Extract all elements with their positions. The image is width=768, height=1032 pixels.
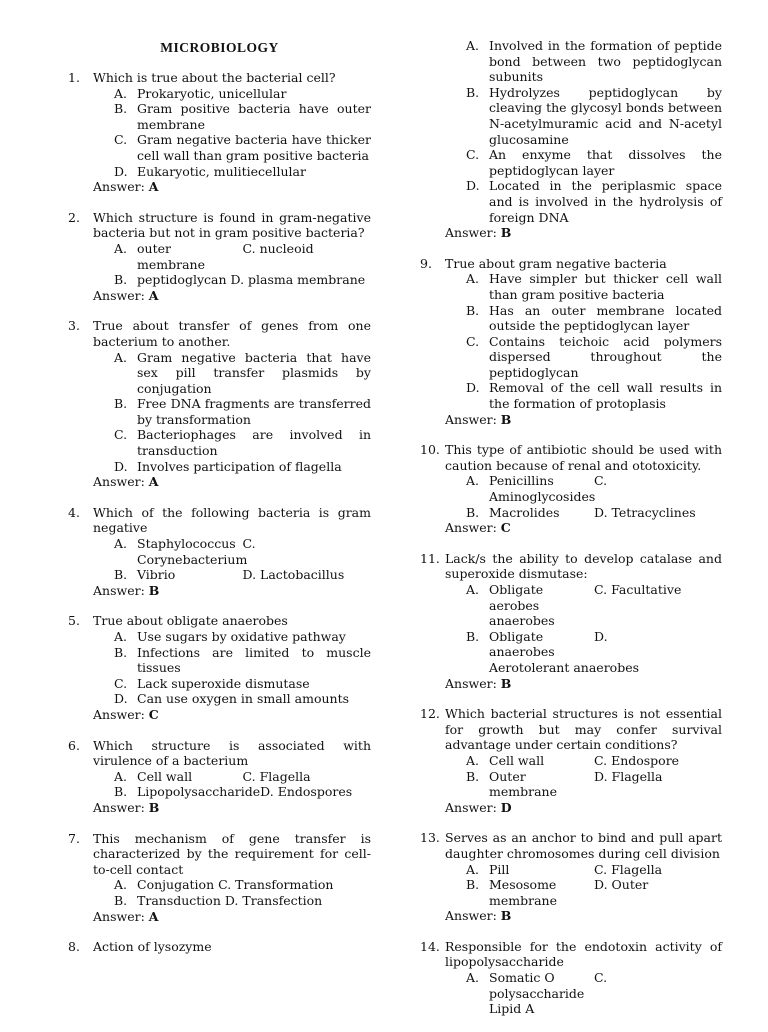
option-text: Staphylococcus <box>137 536 236 552</box>
answer-value: B <box>500 908 512 924</box>
option-row <box>466 877 722 893</box>
question <box>420 442 722 536</box>
option-letter: D. <box>114 458 128 474</box>
option-text: C. Flagella <box>594 861 663 877</box>
option-text: C. Endospore <box>594 752 680 768</box>
option-letter: B. <box>466 504 480 520</box>
question-number: 1. <box>68 70 80 85</box>
option <box>260 784 371 800</box>
question-text: This mechanism of gene transfer is characterized by the requirement for cell-to-cell contact <box>93 830 371 877</box>
option <box>114 241 243 272</box>
question-number: 2. <box>68 209 80 225</box>
option <box>114 769 243 785</box>
option-letter: A. <box>114 85 128 101</box>
option <box>466 613 722 629</box>
option <box>114 645 371 676</box>
option-text: Gram negative bacteria that have sex pill transfer plasmids by conjugation <box>137 349 371 396</box>
option-letter: C. <box>114 675 128 691</box>
option-text: membrane <box>489 892 557 908</box>
answer-value: D <box>500 799 512 815</box>
option-letter: B. <box>114 892 128 908</box>
question-stem <box>68 738 371 769</box>
answer-label: Answer: <box>445 908 501 924</box>
question-number: 10. <box>420 442 440 458</box>
question-stem <box>420 442 722 473</box>
option-text: outer membrane <box>137 240 205 272</box>
option-text: Obligate anaerobes <box>489 628 555 660</box>
option-row <box>114 769 371 785</box>
option-indent <box>466 613 489 629</box>
option <box>466 877 594 893</box>
question-list-left <box>68 70 371 955</box>
option-text: Lipopolysaccharide <box>137 784 261 800</box>
option-letter: C. <box>466 147 480 163</box>
option <box>114 164 371 180</box>
option-text: C. Flagella <box>242 768 311 784</box>
option-text: Pill <box>489 861 510 877</box>
option <box>594 769 722 800</box>
question-number: 9. <box>420 255 432 271</box>
question-number: 12. <box>420 706 440 722</box>
option <box>594 877 722 893</box>
options <box>114 629 371 707</box>
option-letter: C. <box>114 427 128 443</box>
option <box>466 38 722 85</box>
question-stem <box>68 70 371 86</box>
option <box>466 629 594 660</box>
option-text: Lipid A <box>489 1001 535 1017</box>
option-row <box>466 582 722 613</box>
question-number: 13. <box>420 830 440 846</box>
question-stem <box>420 706 722 753</box>
option-text: C. <box>594 473 608 489</box>
option <box>594 629 722 660</box>
question-text: Which of the following bacteria is gram negative <box>93 504 371 536</box>
option-letter: A. <box>466 861 480 877</box>
answer-line <box>93 800 371 816</box>
question-stem <box>68 505 371 536</box>
option-letter: A. <box>114 877 128 893</box>
answer-value: A <box>148 474 159 490</box>
option-text: Aminoglycosides <box>489 489 596 505</box>
option-letter: B. <box>466 628 480 644</box>
option-indent <box>466 893 489 909</box>
option <box>114 459 371 475</box>
option-text: Infections are limited to muscle tissues <box>137 644 371 676</box>
option-text: Aerotolerant anaerobes <box>489 659 640 675</box>
option-letter: B. <box>466 768 480 784</box>
option-text: Macrolides <box>489 504 560 520</box>
options <box>114 86 371 180</box>
question-stem <box>68 613 371 629</box>
option-text: Free DNA fragments are transferred by transformation <box>137 396 371 427</box>
question <box>68 831 371 925</box>
option-letter: A. <box>466 582 480 597</box>
option-text: Lack superoxide dismutase <box>137 675 310 691</box>
answer-label: Answer: <box>93 474 149 490</box>
answer-value: B <box>148 799 160 815</box>
question <box>68 70 371 195</box>
option-row <box>466 769 722 800</box>
option-text: Can use oxygen in small amounts <box>137 691 350 707</box>
option <box>594 970 722 1001</box>
question-text: True about obligate anaerobes <box>93 613 288 629</box>
option <box>243 241 372 272</box>
option <box>594 473 722 489</box>
option <box>243 536 372 552</box>
answer-line <box>445 800 722 816</box>
answer-label: Answer: <box>93 287 149 303</box>
option-text: C. <box>242 536 256 552</box>
answer-label: Answer: <box>445 225 501 241</box>
answer-value: A <box>148 908 159 924</box>
option-text: Corynebacterium <box>137 551 248 567</box>
option <box>114 784 260 800</box>
question-stem <box>420 830 722 861</box>
option-text: Prokaryotic, unicellular <box>137 85 287 101</box>
option <box>466 147 722 178</box>
question-stem <box>68 939 371 955</box>
option <box>466 582 594 613</box>
option-text: D. Flagella <box>594 768 663 784</box>
option-text: D. <box>594 628 608 644</box>
option <box>594 753 722 769</box>
option <box>114 86 371 102</box>
answer-line <box>93 707 371 723</box>
option-text: Gram positive bacteria have outer membrane <box>137 101 371 132</box>
option-row <box>466 489 722 505</box>
option-text: Eukaryotic, mulitiecellular <box>137 163 306 179</box>
option-row <box>114 552 371 568</box>
answer-line <box>93 179 371 195</box>
option-text: Obligate aerobes <box>489 582 544 613</box>
option-indent <box>114 552 137 568</box>
option <box>466 970 594 1001</box>
question-stem <box>420 256 722 272</box>
option-text: Use sugars by oxidative pathway <box>137 629 346 644</box>
option-text: Has an outer membrane located outside the peptidoglycan layer <box>489 302 722 334</box>
question-number: 5. <box>68 613 80 629</box>
option-row <box>114 784 371 800</box>
options <box>466 271 722 411</box>
answer-value: B <box>148 582 160 598</box>
option <box>466 753 594 769</box>
question-text: Serves as an anchor to bind and pull apart daughter chromosomes during cell division <box>445 830 722 861</box>
question-number: 8. <box>68 939 80 955</box>
question <box>420 551 722 691</box>
answer-line <box>445 676 722 692</box>
option <box>466 769 594 800</box>
option-letter: D. <box>466 178 480 194</box>
option <box>114 536 243 552</box>
question-text: Which structure is associated with virulence of a bacterium <box>93 737 371 769</box>
question-number: 6. <box>68 737 80 753</box>
option-letter: D. <box>114 691 128 707</box>
option <box>114 132 371 163</box>
question <box>420 706 722 815</box>
answer-value: C <box>500 520 511 536</box>
option-letter: B. <box>466 302 480 318</box>
question <box>68 613 371 722</box>
question-text: Which bacterial structures is not essential for growth but may confer survival advantage under certain conditions? <box>445 706 722 753</box>
option-text: Involves participation of flagella <box>137 458 342 474</box>
option-text: Outer membrane <box>489 768 557 800</box>
option-row <box>466 613 722 629</box>
option-text: Involved in the formation of peptide bond between two peptidoglycan subunits <box>489 38 722 85</box>
question-text: Lack/s the ability to develop catalase and superoxide dismutase: <box>445 550 722 582</box>
option-text: D. Outer <box>594 877 649 893</box>
question-number: 3. <box>68 318 80 334</box>
option-letter: A. <box>114 629 128 644</box>
option <box>466 505 594 521</box>
option <box>114 877 371 893</box>
question-text: Responsible for the endotoxin activity of lipopolysaccharide <box>445 938 722 970</box>
option <box>466 380 722 411</box>
option-text: Transduction D. Transfection <box>137 892 323 908</box>
question <box>420 830 722 924</box>
question-list-right <box>420 256 722 1017</box>
option-indent <box>466 489 489 505</box>
question-number: 4. <box>68 504 80 520</box>
right-column <box>420 38 722 1032</box>
option-letter: D. <box>114 163 128 179</box>
option-text: Have simpler but thicker cell wall than gram positive bacteria <box>489 271 722 302</box>
option-text: Gram negative bacteria have thicker cell wall than gram positive bacteria <box>137 132 371 163</box>
question-stem <box>420 939 722 970</box>
question-text: Which is true about the bacterial cell? <box>93 70 336 85</box>
option-letter: B. <box>114 784 128 800</box>
option-text: anaerobes <box>489 613 555 629</box>
question-text: This type of antibiotic should be used with caution because of renal and ototoxicity. <box>445 442 722 473</box>
option-indent <box>466 660 489 676</box>
option-row <box>466 660 722 676</box>
option <box>114 629 371 645</box>
option-row <box>466 862 722 878</box>
answer-line <box>93 909 371 925</box>
question-text: True about transfer of genes from one bacterium to another. <box>93 318 371 349</box>
option-letter: B. <box>114 101 128 117</box>
option-row <box>466 629 722 660</box>
question-text: Which structure is found in gram-negative bacteria but not in gram positive bacteria? <box>93 209 371 241</box>
option-indent <box>466 1001 489 1017</box>
option <box>114 427 371 458</box>
option-row <box>114 536 371 552</box>
answer-line <box>93 474 371 490</box>
answer-label: Answer: <box>93 908 149 924</box>
option <box>466 178 722 225</box>
question <box>68 210 371 304</box>
option <box>466 271 722 302</box>
option <box>594 862 722 878</box>
question <box>68 318 371 490</box>
options <box>114 350 371 475</box>
option-row <box>114 567 371 583</box>
answer-label: Answer: <box>93 179 149 195</box>
question <box>68 505 371 599</box>
answer-line <box>445 908 722 924</box>
left-column <box>68 38 371 970</box>
page-title: MICROBIOLOGY <box>160 40 279 55</box>
option <box>466 85 722 147</box>
answer-label: Answer: <box>445 520 501 536</box>
option-text: An enxyme that dissolves the peptidoglycan layer <box>489 147 722 178</box>
option-row <box>114 241 371 272</box>
option <box>114 691 371 707</box>
answer-label: Answer: <box>445 799 501 815</box>
option <box>114 101 371 132</box>
options <box>466 38 722 225</box>
option <box>466 1001 722 1017</box>
question <box>68 738 371 816</box>
option <box>594 582 722 613</box>
question-number: 11. <box>420 550 440 566</box>
option <box>243 567 372 583</box>
option-text: C. <box>594 970 608 986</box>
option-text: Contains teichoic acid polymers dispersed throughout the peptidoglycan <box>489 333 722 380</box>
option-letter: D. <box>466 380 480 396</box>
option-letter: A. <box>114 349 128 365</box>
option-letter: A. <box>466 752 480 768</box>
option <box>466 303 722 334</box>
option <box>114 350 371 397</box>
option-row <box>466 505 722 521</box>
option <box>466 660 722 676</box>
option-row <box>114 893 371 909</box>
option-text: Somatic O polysaccharide <box>489 970 585 1001</box>
answer-line <box>93 288 371 304</box>
answer-label: Answer: <box>445 675 501 691</box>
answer-label: Answer: <box>93 706 149 722</box>
option-text: Vibrio <box>137 567 176 583</box>
question-text: True about gram negative bacteria <box>445 255 667 271</box>
answer-value: A <box>148 179 159 195</box>
option-letter: B. <box>466 84 480 100</box>
question-number: 14. <box>420 938 440 954</box>
option-row <box>466 1001 722 1017</box>
option-text: Penicillins <box>489 473 554 489</box>
option-text: Mesosome <box>489 877 557 893</box>
question-8-continuation <box>420 38 722 241</box>
option-text: D. Endospores <box>260 784 353 800</box>
answer-value: A <box>148 287 159 303</box>
answer-line <box>93 583 371 599</box>
answer-value: B <box>500 675 512 691</box>
question-stem <box>420 551 722 582</box>
option-letter: A. <box>114 536 128 552</box>
answer-value: C <box>148 706 159 722</box>
question-stem <box>68 831 371 878</box>
option-letter: B. <box>466 877 480 893</box>
answer-label: Answer: <box>93 799 149 815</box>
option-letter: A. <box>466 970 480 986</box>
question-text: Action of lysozyme <box>93 939 212 955</box>
option-letter: C. <box>466 333 480 349</box>
option-letter: B. <box>114 644 128 660</box>
option-row <box>466 970 722 1001</box>
option-text: peptidoglycan D. plasma membrane <box>137 272 366 288</box>
option-text: Cell wall <box>137 768 193 784</box>
option-letter: A. <box>466 473 480 489</box>
option <box>114 552 371 568</box>
answer-label: Answer: <box>445 411 501 427</box>
option <box>114 396 371 427</box>
option <box>466 489 722 505</box>
option-text: Bacteriophages are involved in transduction <box>137 427 371 459</box>
option-letter: B. <box>114 272 128 288</box>
option <box>466 862 594 878</box>
option-letter: A. <box>466 38 480 53</box>
option-text: C. nucleoid <box>242 240 314 256</box>
option-text: Hydrolyzes peptidoglycan by cleaving the glycosyl bonds between N-acetylmuramic acid and N-acetyl glucosamine <box>489 84 722 147</box>
option-row <box>466 473 722 489</box>
option-text: C. Facultative <box>594 582 682 597</box>
option-text: Removal of the cell wall results in the formation of protoplasis <box>489 380 722 412</box>
option-letter: B. <box>114 396 128 412</box>
answer-label: Answer: <box>93 582 149 598</box>
option <box>114 567 243 583</box>
option-text: D. Tetracyclines <box>594 504 696 520</box>
option <box>114 893 371 909</box>
option <box>243 769 372 785</box>
question <box>420 939 722 1017</box>
question-number: 7. <box>68 830 80 846</box>
option-letter: A. <box>466 271 480 287</box>
question <box>68 939 371 955</box>
answer-line <box>445 412 722 428</box>
question <box>420 256 722 428</box>
option-text: D. Lactobacillus <box>242 567 345 583</box>
option <box>466 334 722 381</box>
option-row <box>466 893 722 909</box>
answer-value: B <box>500 411 512 427</box>
option-letter: A. <box>114 240 128 256</box>
answer-line <box>445 225 722 241</box>
option-letter: C. <box>114 132 128 148</box>
option-text: Conjugation C. Transformation <box>137 877 334 893</box>
question-continuation <box>420 38 722 241</box>
question-stem <box>68 318 371 349</box>
option-text: Located in the periplasmic space and is involved in the hydrolysis of foreign DNA <box>489 178 722 225</box>
option-letter: B. <box>114 567 128 583</box>
option-row <box>114 877 371 893</box>
option <box>594 505 722 521</box>
option <box>466 893 722 909</box>
option-letter: A. <box>114 768 128 784</box>
option-text: Cell wall <box>489 752 545 768</box>
option <box>114 676 371 692</box>
answer-value: B <box>500 225 512 241</box>
option-row <box>114 272 371 288</box>
answer-line <box>445 520 722 536</box>
question-stem <box>68 210 371 241</box>
option-row <box>466 753 722 769</box>
option <box>466 473 594 489</box>
option <box>114 272 371 288</box>
